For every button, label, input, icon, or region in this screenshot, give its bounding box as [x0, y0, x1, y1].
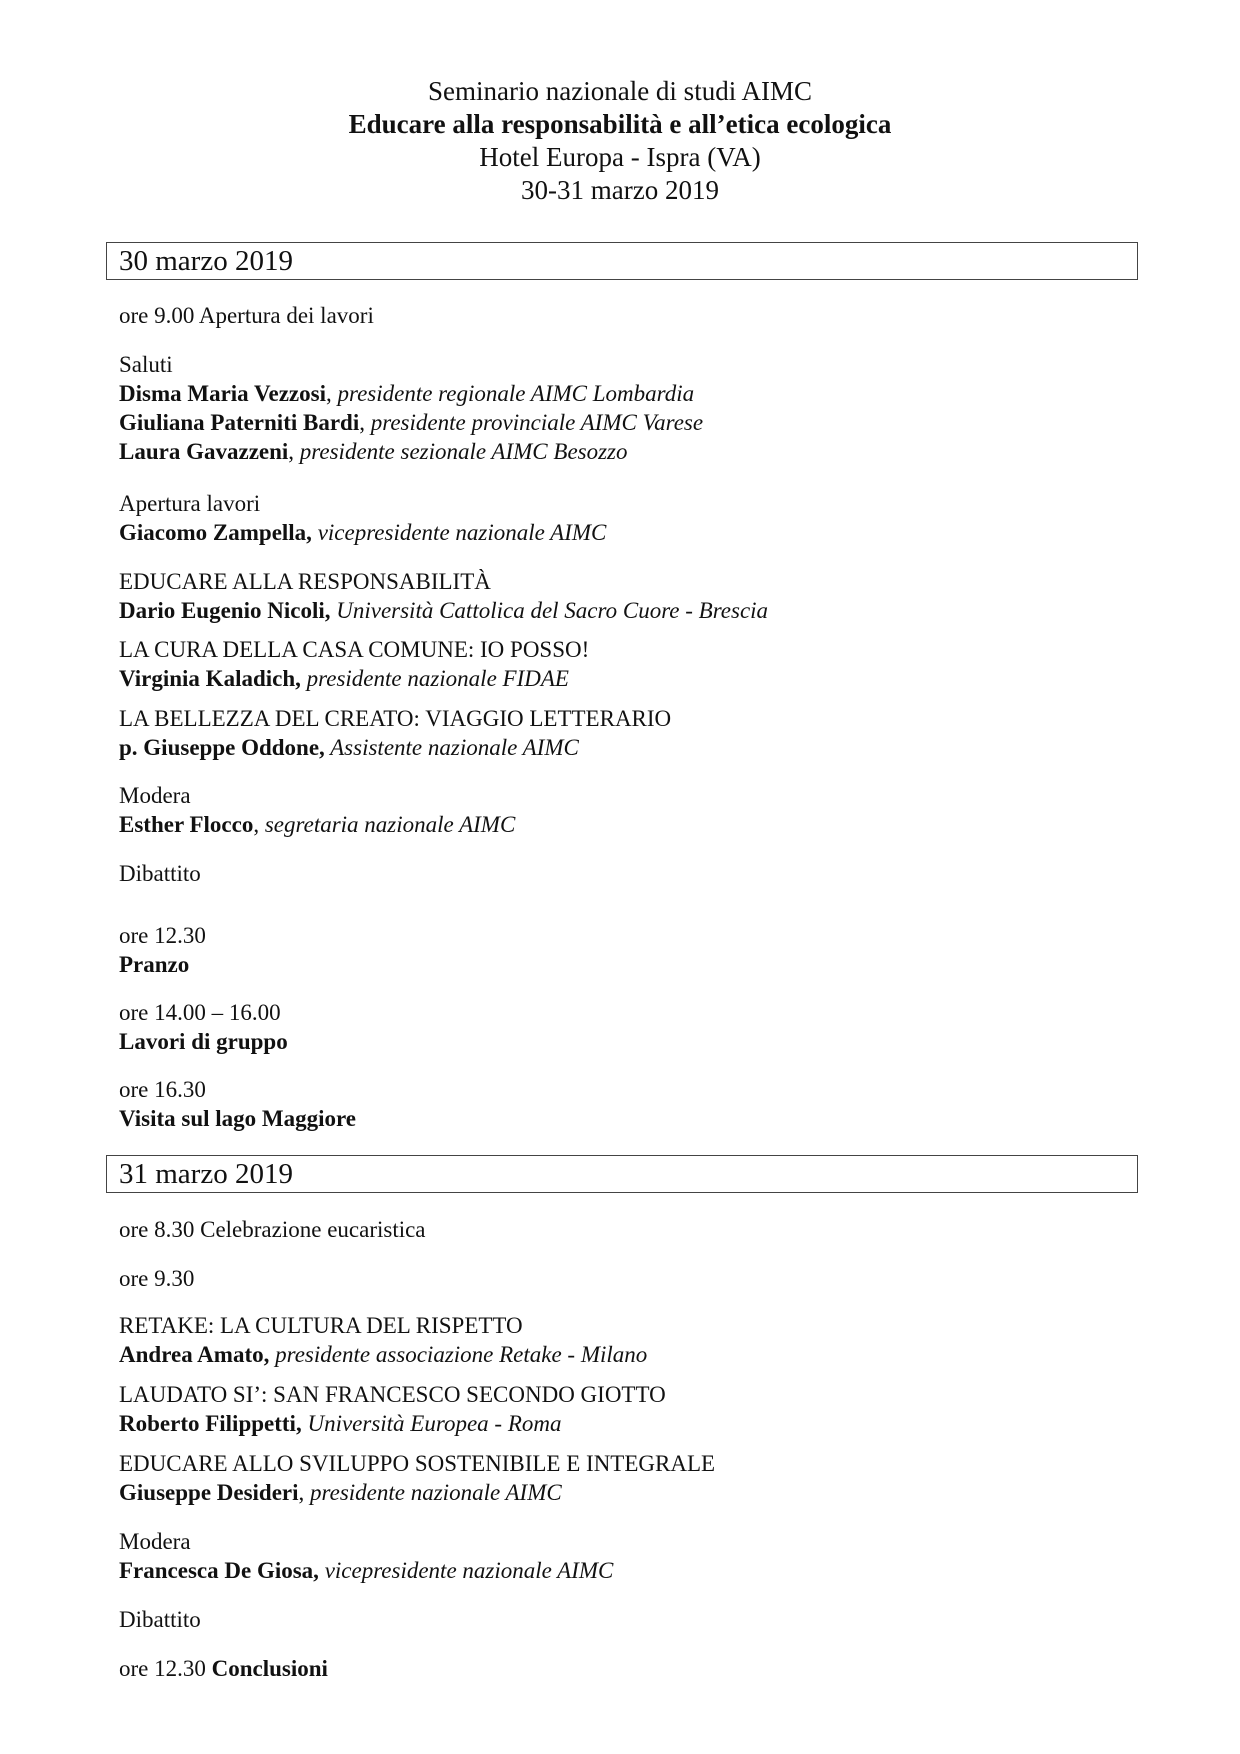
talk-title: LA CURA DELLA CASA COMUNE: IO POSSO! — [119, 637, 590, 662]
speaker-role: Assistente nazionale AIMC — [324, 735, 579, 760]
modera-label: Modera — [119, 1529, 191, 1554]
visit-time: ore 16.30 — [119, 1077, 206, 1102]
lunch-label: Pranzo — [119, 952, 190, 977]
speaker-name: Virginia Kaladich, — [119, 666, 301, 691]
visit-label: Visita sul lago Maggiore — [119, 1106, 357, 1131]
day1-opening: ore 9.00 Apertura dei lavori — [119, 303, 374, 328]
talk-speaker — [119, 733, 579, 762]
speaker-role: presidente regionale AIMC Lombardia — [337, 381, 695, 406]
speaker-role: segretaria nazionale AIMC — [264, 812, 516, 837]
talk-speaker — [119, 1340, 647, 1369]
modera-label: Modera — [119, 783, 191, 808]
speaker-role: Università Europea - Roma — [301, 1411, 562, 1436]
speaker-name: Francesca De Giosa, — [119, 1558, 319, 1583]
dibattito: Dibattito — [119, 1607, 201, 1632]
apertura-speaker — [119, 518, 606, 547]
lunch — [119, 950, 189, 979]
groups — [119, 1027, 288, 1056]
day2-mass: ore 8.30 Celebrazione eucaristica — [119, 1217, 426, 1242]
conclusions — [119, 1654, 328, 1683]
dibattito: Dibattito — [119, 861, 201, 886]
talk-speaker — [119, 1409, 561, 1438]
speaker-name: Giuliana Paterniti Bardi — [119, 410, 360, 435]
lunch-time: ore 12.30 — [119, 923, 206, 948]
talk-speaker — [119, 596, 768, 625]
speaker-name: Disma Maria Vezzosi — [119, 381, 326, 406]
moderator — [119, 1556, 613, 1585]
speaker-name: Esther Flocco — [119, 812, 254, 837]
talk-speaker — [119, 664, 569, 693]
groups-label: Lavori di gruppo — [119, 1029, 288, 1054]
seminar-subtitle: Seminario nazionale di studi AIMC — [428, 76, 812, 106]
talk-title: RETAKE: LA CULTURA DEL RISPETTO — [119, 1313, 523, 1338]
speaker-role: vicepresidente nazionale AIMC — [318, 1558, 614, 1583]
speaker-role: Università Cattolica del Sacro Cuore - Brescia — [330, 598, 769, 623]
apertura-label: Apertura lavori — [119, 491, 261, 516]
speaker-name: Giuseppe Desideri — [119, 1480, 299, 1505]
speaker-role: vicepresidente nazionale AIMC — [311, 520, 607, 545]
talk-title: EDUCARE ALLO SVILUPPO SOSTENIBILE E INTEGRALE — [119, 1451, 716, 1476]
speaker-name: Dario Eugenio Nicoli, — [119, 598, 331, 623]
talk-title: EDUCARE ALLA RESPONSABILITÀ — [119, 569, 491, 594]
visit — [119, 1104, 356, 1133]
saluti-speaker-2: Giuliana Paterniti Bardi, presidente provinciale AIMC Varese — [119, 410, 704, 435]
speaker-name: Roberto Filippetti, — [119, 1411, 302, 1436]
talk-speaker: Giuseppe Desideri, presidente nazionale AIMC — [119, 1480, 562, 1505]
speaker-name: Andrea Amato, — [119, 1342, 270, 1367]
speaker-name: Giacomo Zampella, — [119, 520, 312, 545]
speaker-role: presidente sezionale AIMC Besozzo — [299, 439, 628, 464]
seminar-venue: Hotel Europa - Ispra (VA) — [479, 142, 761, 172]
saluti-speaker-3: Laura Gavazzeni, presidente sezionale AIMC Besozzo — [119, 439, 628, 464]
conclusions-label: Conclusioni — [211, 1656, 328, 1681]
saluti-label: Saluti — [119, 352, 173, 377]
speaker-role: presidente nazionale AIMC — [310, 1480, 562, 1505]
speaker-role: presidente nazionale FIDAE — [300, 666, 569, 691]
conclusions-time: ore 12.30 — [119, 1656, 212, 1681]
seminar-dates: 30-31 marzo 2019 — [521, 175, 719, 205]
day2-date-header: 31 marzo 2019 — [106, 1155, 1138, 1193]
saluti-speaker-1: Disma Maria Vezzosi, presidente regionale AIMC Lombardia — [119, 381, 695, 406]
seminar-title: Educare alla responsabilità e all’etica ecologica — [348, 109, 892, 139]
speaker-name: Laura Gavazzeni — [119, 439, 289, 464]
speaker-name: p. Giuseppe Oddone, — [119, 735, 325, 760]
speaker-role: presidente provinciale AIMC Varese — [370, 410, 704, 435]
speaker-role: presidente associazione Retake - Milano — [269, 1342, 648, 1367]
moderator: Esther Flocco, segretaria nazionale AIMC — [119, 812, 516, 837]
talk-title: LA BELLEZZA DEL CREATO: VIAGGIO LETTERARIO — [119, 706, 672, 731]
groups-time: ore 14.00 – 16.00 — [119, 1000, 281, 1025]
talk-title: LAUDATO SI’: SAN FRANCESCO SECONDO GIOTTO — [119, 1382, 666, 1407]
day1-date-header: 30 marzo 2019 — [106, 242, 1138, 280]
day2-start: ore 9.30 — [119, 1266, 195, 1291]
